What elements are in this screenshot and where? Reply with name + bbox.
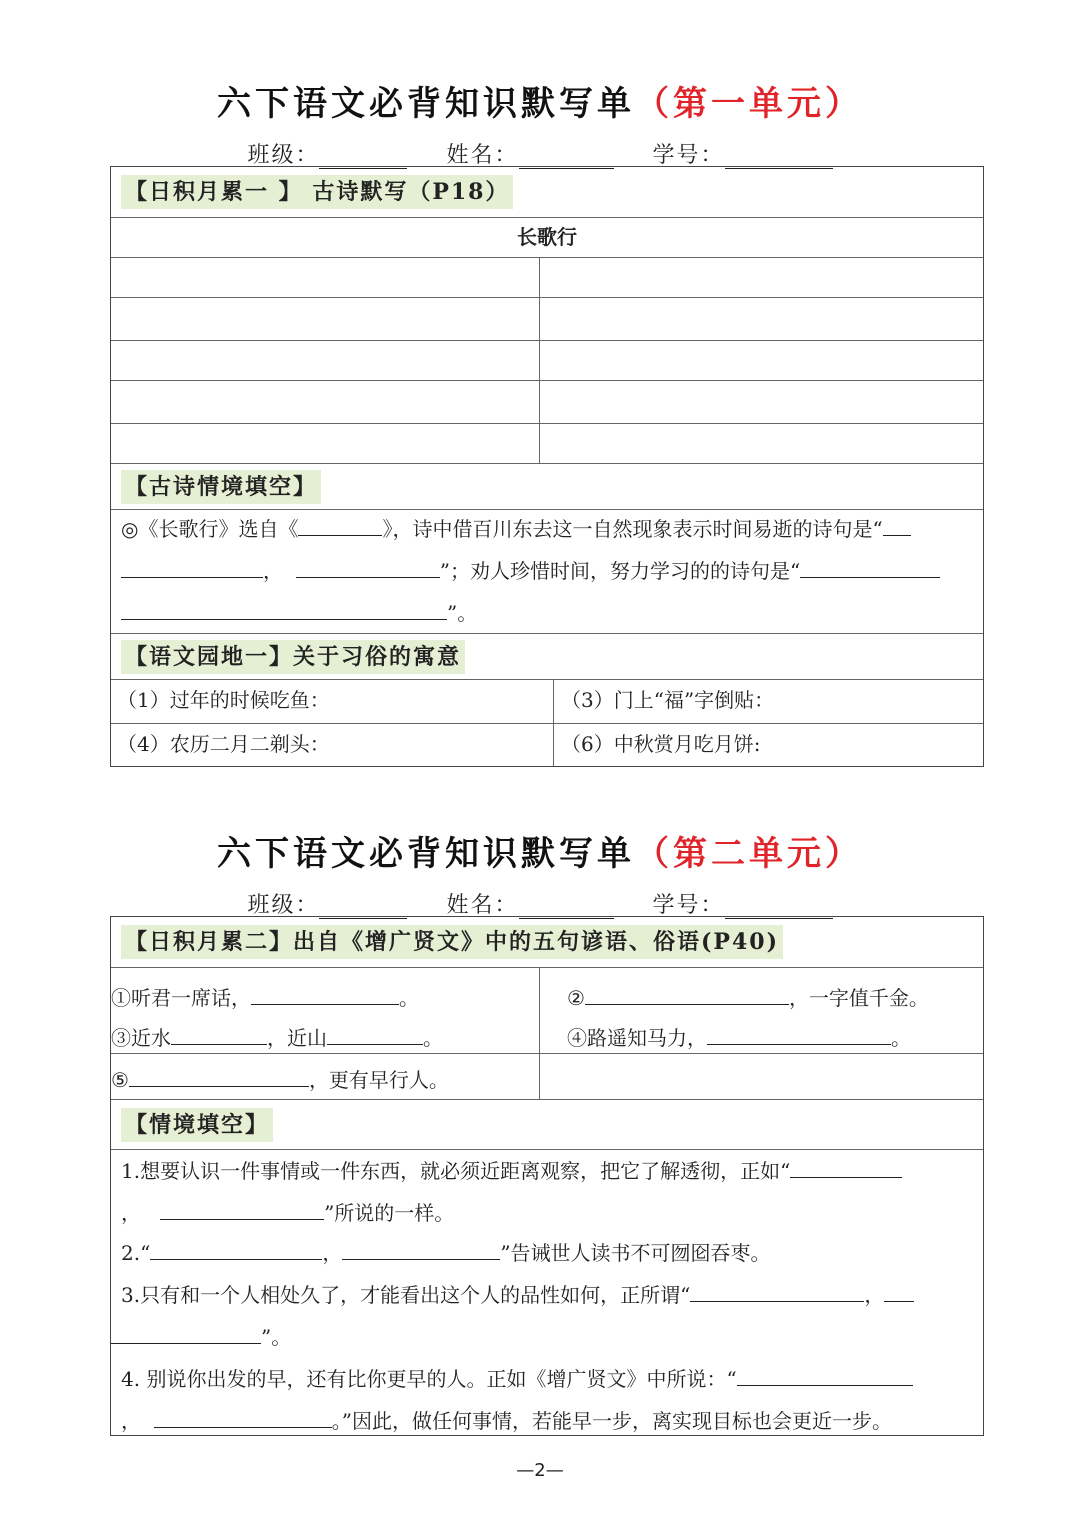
section-title: 【日积月累一 】 古诗默写（P18） bbox=[121, 175, 513, 209]
poem-line-row[interactable] bbox=[111, 297, 983, 340]
context-fill-section bbox=[111, 1149, 983, 1435]
unit2-title-text: 六下语文必背知识默写单 bbox=[217, 834, 635, 874]
page-number: —2— bbox=[516, 1460, 564, 1481]
unit1-title-text: 六下语文必背知识默写单 bbox=[217, 84, 635, 124]
unit2-section1-header bbox=[111, 917, 983, 967]
poem-context-fill bbox=[111, 509, 983, 633]
context-question-3: 3.只有和一个人相处久了，才能看出这个人的品性如何，正所谓“ ， ”。 bbox=[121, 1274, 973, 1358]
blank-field[interactable] bbox=[342, 1239, 500, 1260]
class-label: 班级： bbox=[247, 143, 320, 168]
poem-line-row[interactable] bbox=[111, 340, 983, 380]
unit1-section1-header bbox=[111, 167, 983, 217]
custom-item: （3）门上“福”字倒贴： bbox=[561, 688, 775, 712]
blank-field[interactable] bbox=[790, 1157, 902, 1178]
blank-field[interactable] bbox=[737, 1365, 913, 1386]
proverb-4: ④路遥知马力， 。 bbox=[567, 1026, 911, 1050]
blank-field[interactable] bbox=[121, 599, 447, 620]
blank-field[interactable] bbox=[585, 984, 789, 1005]
custom-item: （1）过年的时候吃鱼： bbox=[117, 688, 330, 712]
poem-line-row[interactable] bbox=[111, 380, 983, 423]
name-label: 姓名： bbox=[446, 143, 519, 168]
blank-field[interactable] bbox=[154, 1407, 332, 1428]
proverb-row-5 bbox=[111, 1053, 983, 1099]
blank-field[interactable] bbox=[129, 1066, 309, 1087]
poem-line-row[interactable] bbox=[111, 423, 983, 463]
blank-field[interactable] bbox=[111, 1323, 261, 1344]
section-title: 【古诗情境填空】 bbox=[121, 470, 321, 504]
unit1-section3-header bbox=[111, 633, 983, 679]
custom-item: （4）农历二月二剃头： bbox=[117, 732, 330, 756]
blank-field[interactable] bbox=[150, 1239, 322, 1260]
id-label: 学号： bbox=[652, 143, 725, 168]
poem-context-paragraph: ◎《长歌行》选自《 》，诗中借百川东去这一自然现象表示时间易逝的诗句是“ ， ”；劝人珍惜时间，努力学习的的诗句是“ ”。 bbox=[121, 508, 973, 634]
unit2-student-info bbox=[0, 888, 1080, 919]
class-label: 班级： bbox=[247, 893, 320, 918]
section-title: 【情境填空】 bbox=[121, 1108, 273, 1142]
poem-title: 长歌行 bbox=[517, 225, 577, 249]
blank-field[interactable] bbox=[160, 1199, 324, 1220]
unit1-section2-header bbox=[111, 463, 983, 509]
blank-field[interactable] bbox=[690, 1281, 864, 1302]
custom-item: （6）中秋赏月吃月饼: bbox=[561, 732, 761, 756]
customs-row bbox=[111, 723, 983, 766]
unit2-worksheet-table bbox=[110, 916, 984, 1436]
poem-title-row bbox=[111, 217, 983, 257]
blank-field[interactable] bbox=[327, 1024, 423, 1045]
context-question-2: 2.“ ， ”告诫世人读书不可囫囵吞枣。 bbox=[121, 1241, 771, 1265]
name-label: 姓名： bbox=[446, 893, 519, 918]
id-label: 学号： bbox=[652, 893, 725, 918]
unit2-unit-label: （第二单元） bbox=[635, 834, 863, 874]
blank-field[interactable] bbox=[171, 1024, 267, 1045]
customs-row bbox=[111, 679, 983, 723]
context-question-1: 1.想要认识一件事情或一件东西，就必须近距离观察，把它了解透彻，正如“ ， ”所说的一样。 bbox=[121, 1150, 973, 1234]
proverb-3: ③近水 ，近山 。 bbox=[111, 1026, 443, 1050]
blank-field[interactable] bbox=[884, 1281, 914, 1302]
unit2-section2-header bbox=[111, 1099, 983, 1149]
blank-field[interactable] bbox=[121, 557, 263, 578]
blank-field[interactable] bbox=[251, 984, 399, 1005]
unit1-unit-label: （第一单元） bbox=[635, 84, 863, 124]
blank-field[interactable] bbox=[800, 557, 940, 578]
blank-field[interactable] bbox=[298, 515, 382, 536]
proverb-2: ② ，一字值千金。 bbox=[567, 986, 929, 1010]
unit1-title bbox=[0, 76, 1080, 125]
context-question-4: 4. 别说你出发的早，还有比你更早的人。正如《增广贤文》中所说：“ ， 。”因此，做任何事情，若能早一步，离实现目标也会更近一步。 bbox=[121, 1358, 973, 1442]
proverb-1: ①听君一席话， 。 bbox=[111, 986, 419, 1010]
section-title: 【语文园地一】关于习俗的寓意 bbox=[121, 640, 465, 674]
section-title: 【日积月累二】出自《增广贤文》中的五句谚语、俗语(P40) bbox=[121, 925, 783, 959]
blank-field[interactable] bbox=[296, 557, 440, 578]
blank-field[interactable] bbox=[707, 1024, 891, 1045]
proverb-rows bbox=[111, 967, 983, 1053]
proverb-5: ⑤ ，更有早行人。 bbox=[111, 1068, 449, 1092]
poem-line-row[interactable] bbox=[111, 257, 983, 297]
unit2-title bbox=[0, 826, 1080, 875]
unit1-worksheet-table bbox=[110, 166, 984, 767]
blank-field[interactable] bbox=[883, 515, 911, 536]
unit1-student-info bbox=[0, 138, 1080, 169]
